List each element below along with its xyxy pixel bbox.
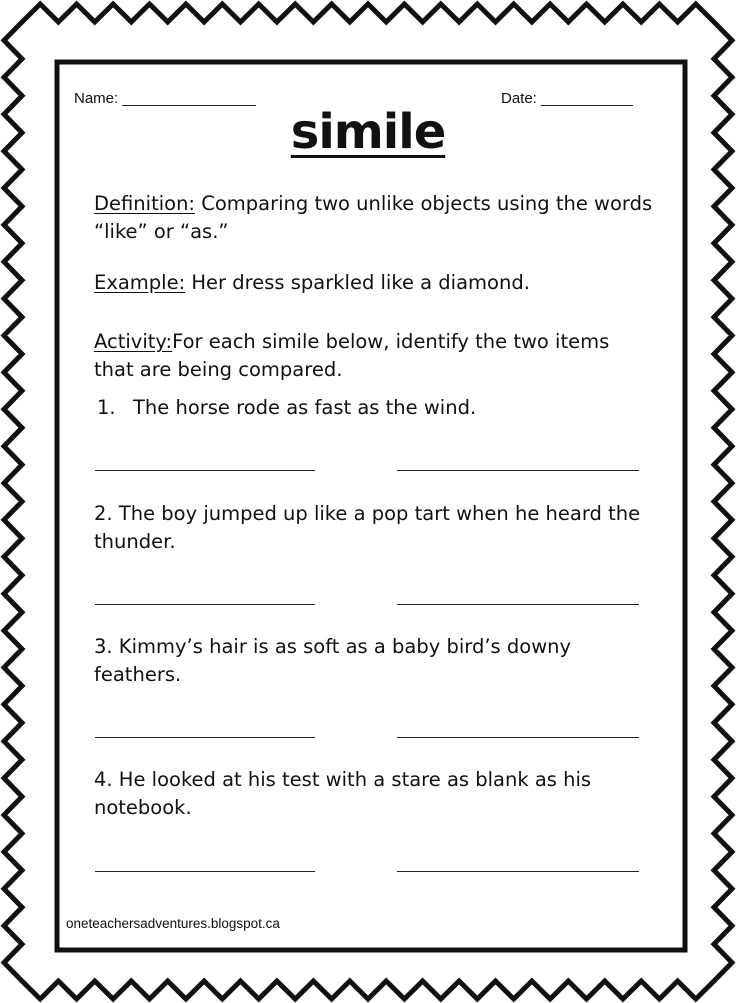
answer-line-3b[interactable]: [397, 737, 639, 738]
question-1-number: 1.: [97, 396, 116, 419]
answer-line-2b[interactable]: [397, 604, 639, 605]
question-4: [94, 766, 654, 822]
answer-line-1b[interactable]: [397, 470, 639, 471]
name-field[interactable]: Name: ________________: [74, 90, 256, 107]
answer-line-4b[interactable]: [397, 871, 639, 872]
title-text: simile: [290, 104, 446, 160]
answer-line-2a[interactable]: [95, 604, 315, 605]
page-title: [0, 104, 736, 160]
definition-section: [94, 190, 654, 246]
activity-label: Activity:: [94, 330, 173, 353]
question-1-text: The horse rode as fast as the wind.: [133, 396, 477, 419]
answer-line-4a[interactable]: [95, 871, 315, 872]
answer-line-1a[interactable]: [95, 470, 315, 471]
definition-text: Comparing two unlike objects using the words “like” or “as.”: [94, 192, 653, 243]
question-3: [94, 633, 654, 689]
example-text: Her dress sparkled like a diamond.: [185, 271, 530, 294]
question-4-text: 4. He looked at his test with a stare as blank as his notebook.: [94, 768, 592, 819]
activity-text: For each simile below, identify the two items that are being compared.: [94, 330, 610, 381]
definition-label: Definition:: [94, 192, 195, 215]
activity-section: [94, 328, 654, 384]
question-1: [97, 394, 657, 422]
question-3-text: 3. Kimmy’s hair is as soft as a baby bird’s downy feathers.: [94, 635, 572, 686]
example-section: [94, 269, 654, 297]
question-2: [94, 500, 654, 556]
question-2-text: 2. The boy jumped up like a pop tart when he heard the thunder.: [94, 502, 641, 553]
date-field[interactable]: Date: ___________: [501, 90, 633, 107]
example-label: Example:: [94, 271, 186, 294]
footer-url: oneteachersadventures.blogspot.ca: [66, 916, 280, 931]
answer-line-3a[interactable]: [95, 737, 315, 738]
